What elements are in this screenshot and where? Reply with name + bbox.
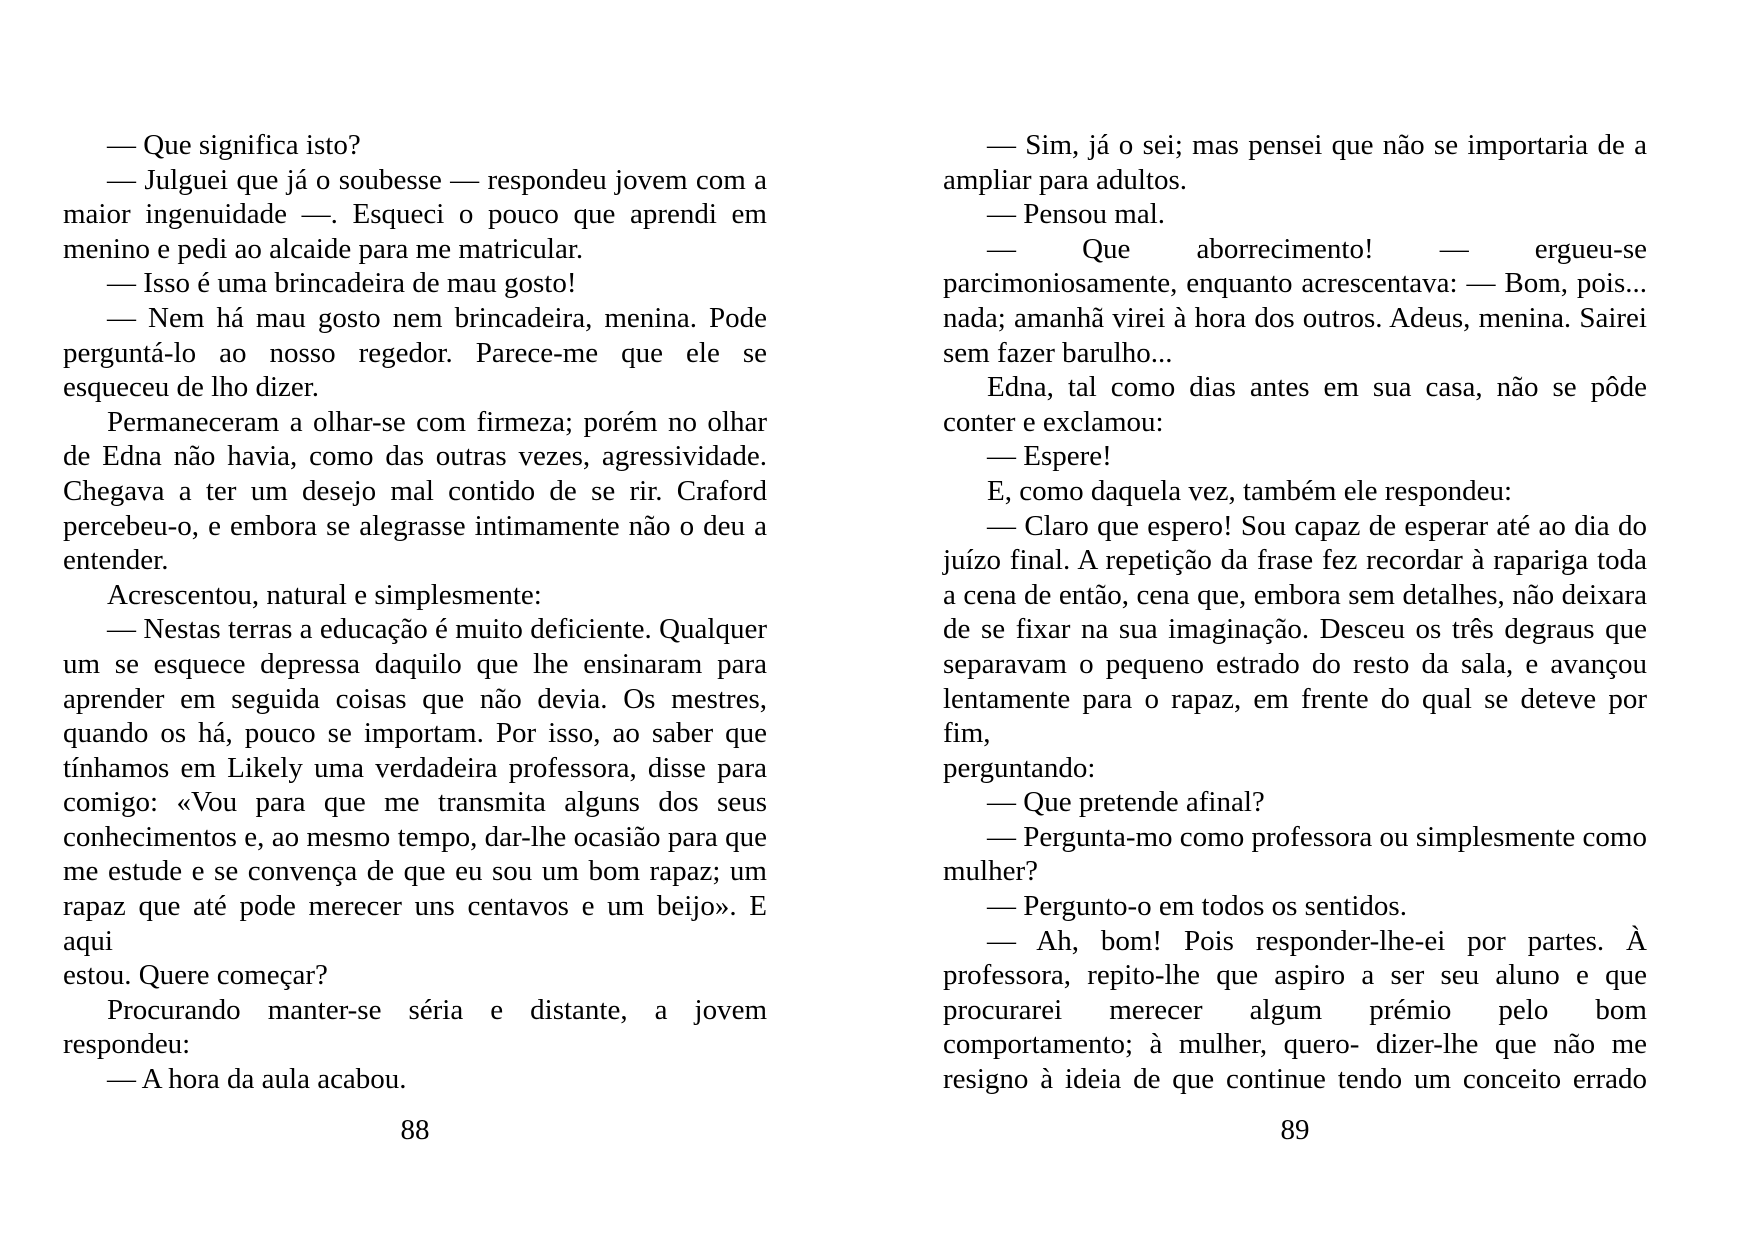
- text-line: professora, repito-lhe que aspiro a ser seu aluno e que: [943, 959, 1647, 992]
- text-line: conhecimentos e, ao mesmo tempo, dar-lhe ocasião para que: [63, 820, 767, 853]
- text-line: parcimoniosamente, enquanto acrescentava: — Bom, pois...: [943, 267, 1647, 300]
- text-line: — Julguei que já o soubesse — respondeu jovem com a: [107, 163, 767, 196]
- text-line: esqueceu de lho dizer.: [63, 371, 320, 404]
- text-line: de se fixar na sua imaginação. Desceu os três degraus que: [943, 613, 1647, 646]
- text-line: Permaneceram a olhar-se com firmeza; porém no olhar: [107, 405, 767, 438]
- text-line: ampliar para adultos.: [943, 163, 1187, 196]
- text-line: — A hora da aula acabou.: [107, 1063, 407, 1096]
- text-line: — Que pretende afinal?: [987, 786, 1265, 819]
- text-line: juízo final. A repetição da frase fez recordar à rapariga toda: [943, 544, 1647, 577]
- text-line: comportamento; à mulher, quero- dizer-lhe que não me: [943, 1028, 1647, 1061]
- text-line: — Isso é uma brincadeira de mau gosto!: [107, 267, 577, 300]
- page-left: [63, 128, 767, 1147]
- text-line: entender.: [63, 544, 169, 577]
- text-line: — Sim, já o sei; mas pensei que não se importaria de a: [987, 129, 1647, 161]
- text-line: mulher?: [943, 855, 1039, 888]
- text-line: aprender em seguida coisas que não devia. Os mestres,: [63, 682, 767, 715]
- text-line: respondeu:: [63, 1028, 191, 1061]
- text-line: sem fazer barulho...: [943, 336, 1173, 369]
- text-line: — Espere!: [987, 440, 1112, 473]
- text-line: quando os há, pouco se importam. Por isso, ao saber que: [63, 717, 767, 750]
- page-right-text: [943, 128, 1647, 1097]
- text-line: — Ah, bom! Pois responder-lhe-ei por partes. À: [987, 924, 1647, 957]
- text-line: resigno à ideia de que continue tendo um conceito errado: [943, 1063, 1647, 1096]
- text-line: perguntá-lo ao nosso regedor. Parece-me que ele se: [63, 336, 767, 369]
- text-line: E, como daquela vez, também ele respondeu:: [987, 474, 1513, 507]
- text-line: conter e exclamou:: [943, 405, 1164, 438]
- text-line: percebeu-o, e embora se alegrasse intimamente não o deu a: [63, 509, 767, 542]
- text-line: — Pensou mal.: [987, 198, 1166, 231]
- text-line: separavam o pequeno estrado do resto da sala, e avançou: [943, 647, 1647, 680]
- text-line: perguntando:: [943, 751, 1096, 784]
- text-line: me estude e se convença de que eu sou um bom rapaz; um: [63, 855, 767, 888]
- text-line: rapaz que até pode merecer uns centavos e um beijo». E aqui: [63, 890, 767, 957]
- text-line: um se esquece depressa daquilo que lhe ensinaram para: [63, 647, 767, 680]
- text-line: — Que aborrecimento! — ergueu-se: [987, 232, 1647, 265]
- text-line: procurarei merecer algum prémio pelo bom: [943, 993, 1647, 1026]
- page-left-text: [63, 128, 767, 1097]
- text-line: — Pergunta-mo como professora ou simplesmente como: [987, 820, 1647, 853]
- text-line: Acrescentou, natural e simplesmente:: [107, 578, 542, 611]
- text-line: lentamente para o rapaz, em frente do qual se deteve por fim,: [943, 682, 1647, 750]
- text-line: a cena de então, cena que, embora sem detalhes, não deixara: [943, 578, 1647, 611]
- text-line: — Nestas terras a educação é muito deficiente. Qualquer: [107, 613, 767, 646]
- page-number-right: 89: [1280, 1113, 1310, 1146]
- text-line: menino e pedi ao alcaide para me matricular.: [63, 232, 584, 265]
- page-number-left: 88: [400, 1113, 430, 1146]
- text-line: — Nem há mau gosto nem brincadeira, menina. Pode: [107, 301, 767, 334]
- text-line: de Edna não havia, como das outras vezes, agressividade.: [63, 440, 767, 473]
- text-line: tínhamos em Likely uma verdadeira professora, disse para: [63, 751, 767, 784]
- page-right: [943, 128, 1647, 1147]
- text-line: — Claro que espero! Sou capaz de esperar até ao dia do: [987, 509, 1647, 542]
- text-line: comigo: «Vou para que me transmita alguns dos seus: [63, 786, 767, 819]
- text-line: — Pergunto-o em todos os sentidos.: [987, 890, 1407, 923]
- text-line: maior ingenuidade —. Esqueci o pouco que aprendi em: [63, 198, 767, 231]
- text-line: — Que significa isto?: [107, 129, 361, 161]
- text-line: Chegava a ter um desejo mal contido de se rir. Craford: [63, 474, 767, 507]
- text-line: Edna, tal como dias antes em sua casa, não se pôde: [987, 371, 1647, 404]
- text-line: nada; amanhã virei à hora dos outros. Adeus, menina. Sairei: [943, 301, 1647, 334]
- text-line: estou. Quere começar?: [63, 959, 328, 992]
- text-line: Procurando manter-se séria e distante, a jovem: [107, 993, 767, 1026]
